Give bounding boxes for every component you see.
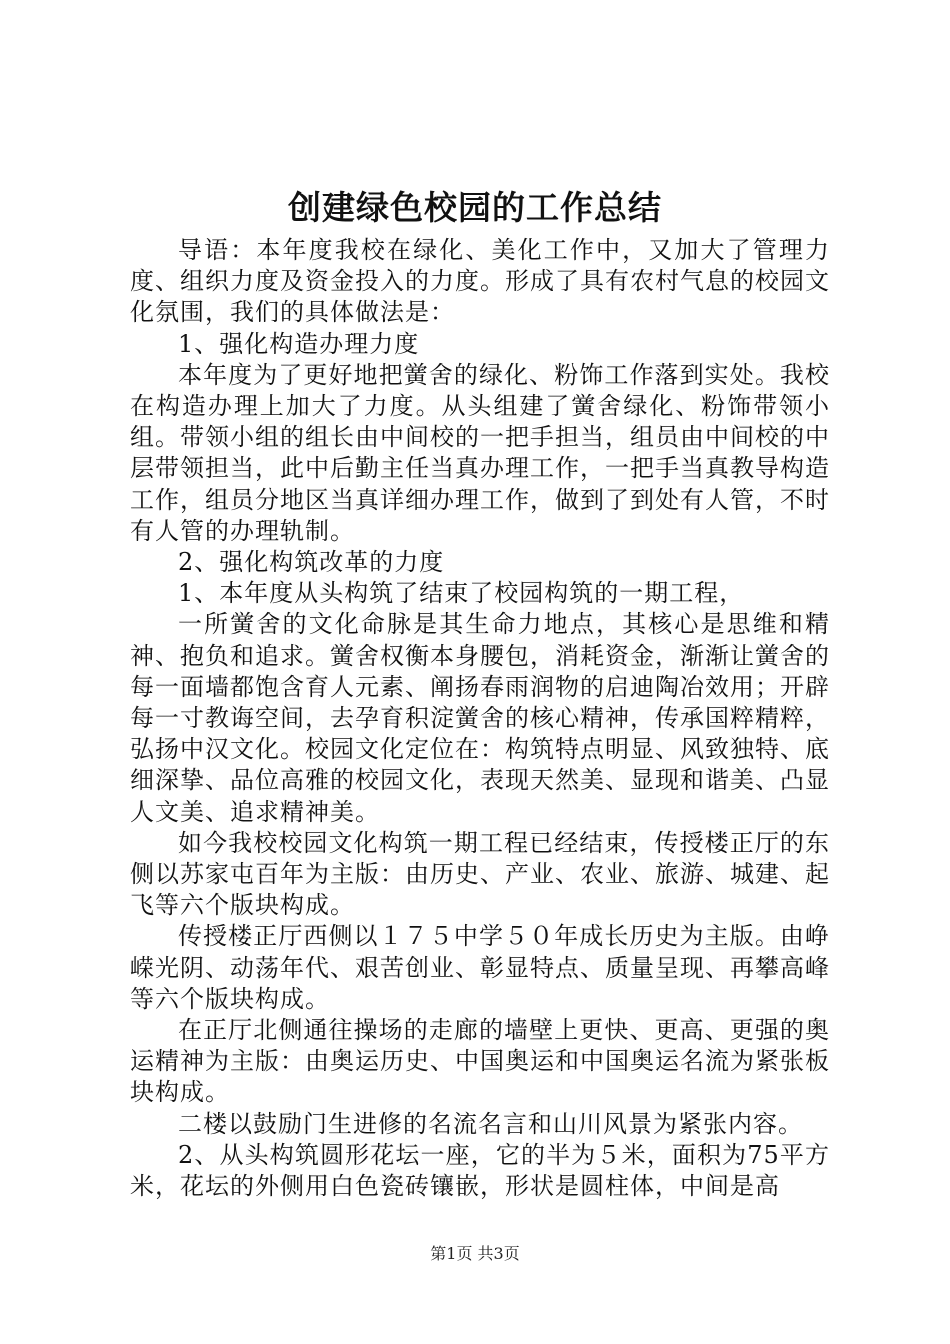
paragraph-intro: 导语：本年度我校在绿化、美化工作中，又加大了管理力度、组织力度及资金投入的力度。形成了具有农村气息的校园文化氛围，我们的具体做法是： — [130, 236, 830, 327]
paragraph-culture: 一所黉舍的文化命脉是其生命力地点，其核心是思维和精神、抱负和追求。黉舍权衡本身腰包，消耗资金，渐渐让黉舍的每一面墙都饱含育人元素、阐扬春雨润物的启迪陶冶效用；开辟每一寸教诲空间，去孕育积淀黉舍的核心精神，传承国粹精粹，弘扬中汉文化。校园文化定位在：构筑特点明显、风致独特、底细深挚、品位高雅的校园文化，表现天然美、显现和谐美、凸显人文美、追求精神美。 — [130, 610, 830, 826]
paragraph-north-corridor: 在正厅北侧通往操场的走廊的墙壁上更快、更高、更强的奥运精神为主版：由奥运历史、中国奥运和中国奥运名流为紧张板块构成。 — [130, 1016, 830, 1107]
document-body — [130, 235, 830, 1202]
paragraph-second-floor: 二楼以鼓励门生进修的名流名言和山川风景为紧张内容。 — [178, 1109, 803, 1138]
section-heading-1: 1、强化构造办理力度 — [178, 329, 420, 358]
document-title: 创建绿色校园的工作总结 — [288, 188, 662, 227]
paragraph-item-1: 1、本年度从头构筑了结束了校园构筑的一期工程， — [178, 579, 745, 608]
paragraph-west-hall: 传授楼正厅西侧以１７５中学５０年成长历史为主版。由峥嵘光阴、动荡年代、艰苦创业、彰显特点、质量呈现、再攀高峰等六个版块构成。 — [130, 922, 830, 1013]
page-number: 第1页 共3页 — [430, 1244, 520, 1263]
paragraph-organization: 本年度为了更好地把黉舍的绿化、粉饰工作落到实处。我校在构造办理上加大了力度。从头组建了黉舍绿化、粉饰带领小组。带领小组的组长由中间校的一把手担当，组员由中间校的中层带领担当，此中后勤主任当真办理工作，一把手当真教导构造工作，组员分地区当真详细办理工作，做到了到处有人管，不时有人管的办理轨制。 — [130, 360, 830, 545]
paragraph-east-hall: 如今我校校园文化构筑一期工程已经结束，传授楼正厅的东侧以苏家屯百年为主版：由历史、产业、农业、旅游、城建、起飞等六个版块构成。 — [130, 828, 830, 920]
section-heading-2: 2、强化构筑改革的力度 — [178, 548, 445, 577]
paragraph-item-2: 2、从头构筑圆形花坛一座，它的半为５米，面积为75平方米，花坛的外侧用白色瓷砖镶嵌，形状是圆柱体，中间是高 — [130, 1140, 830, 1201]
